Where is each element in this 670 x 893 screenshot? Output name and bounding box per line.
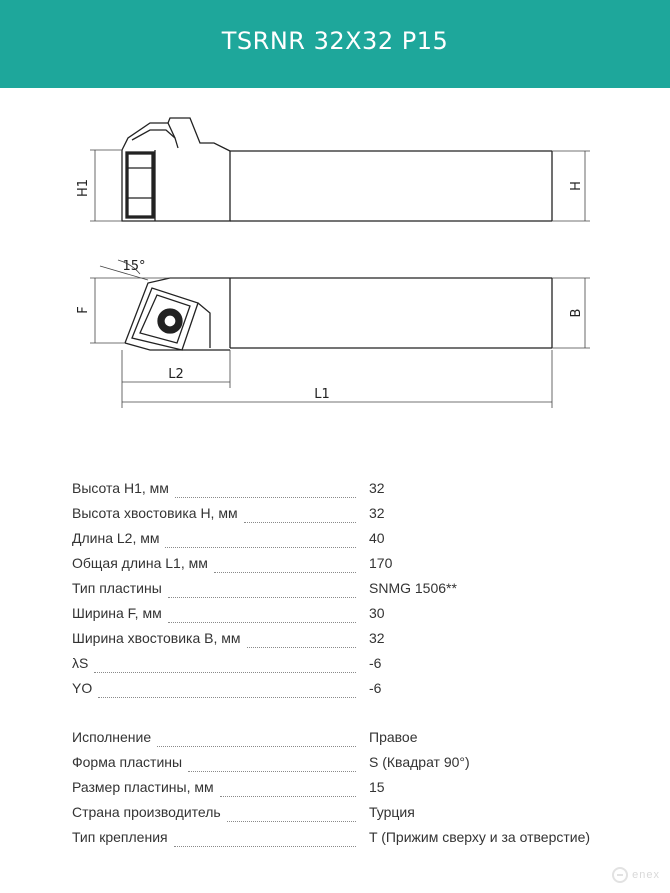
dotted-leader — [98, 696, 356, 698]
spec-value: 32 — [369, 505, 385, 521]
spec-row — [72, 729, 642, 754]
spec-label: λS — [72, 655, 89, 671]
spec-label: Высота хвостовика H, мм — [72, 505, 238, 521]
spec-table — [72, 480, 642, 854]
spec-row — [72, 555, 642, 580]
spec-value: 32 — [369, 480, 385, 496]
spec-label: Тип крепления — [72, 829, 168, 845]
dotted-leader — [168, 596, 356, 598]
spec-row — [72, 655, 642, 680]
spec-label: Ширина хвостовика B, мм — [72, 630, 241, 646]
side-dimensions — [90, 150, 590, 221]
watermark-text: enex — [632, 869, 660, 881]
watermark — [612, 867, 660, 883]
side-view — [122, 118, 552, 221]
spec-label: Исполнение — [72, 729, 152, 745]
logo-icon — [612, 867, 628, 883]
spec-group-dimensions — [72, 480, 642, 705]
top-view — [125, 278, 552, 350]
spec-label: YO — [72, 680, 93, 696]
dim-b-label: B — [569, 308, 584, 318]
spec-row — [72, 505, 642, 530]
spec-label: Общая длина L1, мм — [72, 555, 208, 571]
dotted-leader — [214, 571, 356, 573]
page-title: TSRNR 32X32 P15 — [221, 27, 449, 55]
spec-value: S (Квадрат 90°) — [369, 754, 470, 770]
dotted-leader — [174, 845, 356, 847]
dotted-leader — [168, 621, 356, 623]
spec-value: -6 — [369, 680, 382, 696]
dim-h1-label: H1 — [76, 178, 91, 198]
spec-value: SNMG 1506** — [369, 580, 457, 596]
spec-row — [72, 779, 642, 804]
dotted-leader — [227, 820, 356, 822]
spec-value: 32 — [369, 630, 385, 646]
spec-value: 15 — [369, 779, 385, 795]
spec-row — [72, 530, 642, 555]
dotted-leader — [175, 496, 356, 498]
header-bar — [0, 0, 670, 88]
spec-label: Форма пластины — [72, 754, 183, 770]
spec-label: Высота H1, мм — [72, 480, 169, 496]
spec-value: Правое — [369, 729, 418, 745]
spec-value: 170 — [369, 555, 393, 571]
spec-value: 40 — [369, 530, 385, 546]
spec-label: Ширина F, мм — [72, 605, 162, 621]
spec-value: Турция — [369, 804, 415, 820]
dim-l1-label: L1 — [314, 387, 330, 402]
dotted-leader — [165, 546, 356, 548]
dim-l2-label: L2 — [168, 367, 184, 382]
dotted-leader — [157, 745, 356, 747]
spec-row — [72, 829, 642, 854]
spec-row — [72, 680, 642, 705]
spec-value: -6 — [369, 655, 382, 671]
dotted-leader — [188, 770, 356, 772]
spec-row — [72, 605, 642, 630]
spec-label: Длина L2, мм — [72, 530, 160, 546]
dim-h-label: H — [569, 181, 584, 191]
dotted-leader — [220, 795, 356, 797]
spec-row — [72, 754, 642, 779]
dim-angle-label: 15° — [122, 259, 146, 274]
technical-drawing — [0, 88, 670, 448]
dotted-leader — [247, 646, 356, 648]
spec-row — [72, 580, 642, 605]
spec-group-properties — [72, 729, 642, 854]
spec-value: 30 — [369, 605, 385, 621]
dotted-leader — [94, 671, 356, 673]
spec-label: Размер пластины, мм — [72, 779, 214, 795]
top-dimensions — [90, 260, 590, 408]
spec-row — [72, 630, 642, 655]
spec-row — [72, 804, 642, 829]
spec-value: T (Прижим сверху и за отверстие) — [369, 829, 591, 845]
spec-row — [72, 480, 642, 505]
dotted-leader — [244, 521, 356, 523]
spec-label: Страна производитель — [72, 804, 221, 820]
dim-f-label: F — [76, 306, 91, 314]
spec-label: Тип пластины — [72, 580, 162, 596]
